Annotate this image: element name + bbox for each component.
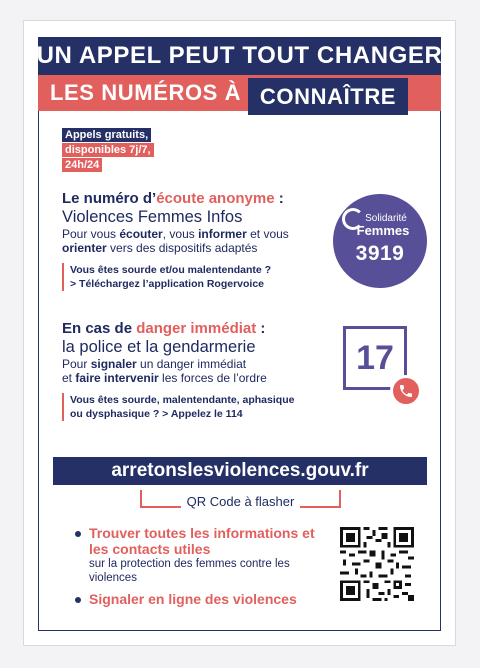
danger-section [62, 320, 327, 421]
solidarite-logo-icon [342, 208, 364, 230]
listening-service-name: Violences Femmes Infos [62, 208, 243, 226]
bullet-title: Trouver toutes les informations et les contacts utiles [89, 525, 315, 557]
list-item [75, 591, 325, 607]
website-url[interactable]: arretonslesviolences.gouv.fr [53, 457, 427, 485]
listening-accessibility-note: Vous êtes sourde et/ou malentendante ? > Téléchargez l’application Rogervoice [62, 263, 327, 291]
rogervoice-link[interactable]: > Téléchargez l’application Rogervoice [70, 278, 265, 290]
availability-tag-hours: 24h/24 [62, 158, 102, 172]
danger-headline: En cas de danger immédiat : [62, 320, 266, 337]
badge-number: 3919 [355, 241, 405, 265]
availability-tag-days: disponibles 7j/7, [62, 143, 154, 157]
info-bullets [75, 525, 325, 607]
qr-code-icon[interactable] [340, 527, 414, 601]
bullet-description: sur la protection des femmes contre les violences [89, 558, 290, 584]
qr-hint-bracket [140, 490, 341, 508]
emergency-number: 17 [356, 339, 394, 377]
qr-hint-text: QR Code à flasher [181, 494, 301, 509]
badge-brand-line2: Femmes [356, 222, 410, 238]
list-item [75, 525, 325, 585]
listening-section [62, 190, 327, 291]
hotline-3919-badge[interactable] [333, 194, 427, 288]
subtitle-highlight: CONNAÎTRE [248, 78, 408, 115]
call-114-link[interactable]: ou dysphasique ? > Appelez le 114 [70, 408, 243, 420]
danger-description: Pour signaler un danger immédiat et faire intervenir les forces de l’ordre [62, 357, 267, 385]
listening-headline: Le numéro d’écoute anonyme : [62, 190, 284, 207]
phone-icon [390, 375, 422, 407]
danger-accessibility-note: Vous êtes sourde, malentendante, aphasique ou dysphasique ? > Appelez le 114 [62, 393, 327, 421]
availability-tags [62, 128, 154, 173]
bullet-dot-icon [75, 597, 81, 603]
bullet-dot-icon [75, 531, 81, 537]
availability-tag-free: Appels gratuits, [62, 128, 151, 142]
subtitle-text: LES NUMÉROS À [50, 80, 242, 105]
badge-brand-line1: Solidarité [365, 212, 407, 224]
bullet-title: Signaler en ligne des violences [89, 591, 297, 607]
danger-service-name: la police et la gendarmerie [62, 338, 256, 356]
listening-description: Pour vous écouter, vous informer et vous orienter vers des dispositifs adaptés [62, 227, 289, 255]
page-title: UN APPEL PEUT TOUT CHANGER [38, 37, 441, 75]
